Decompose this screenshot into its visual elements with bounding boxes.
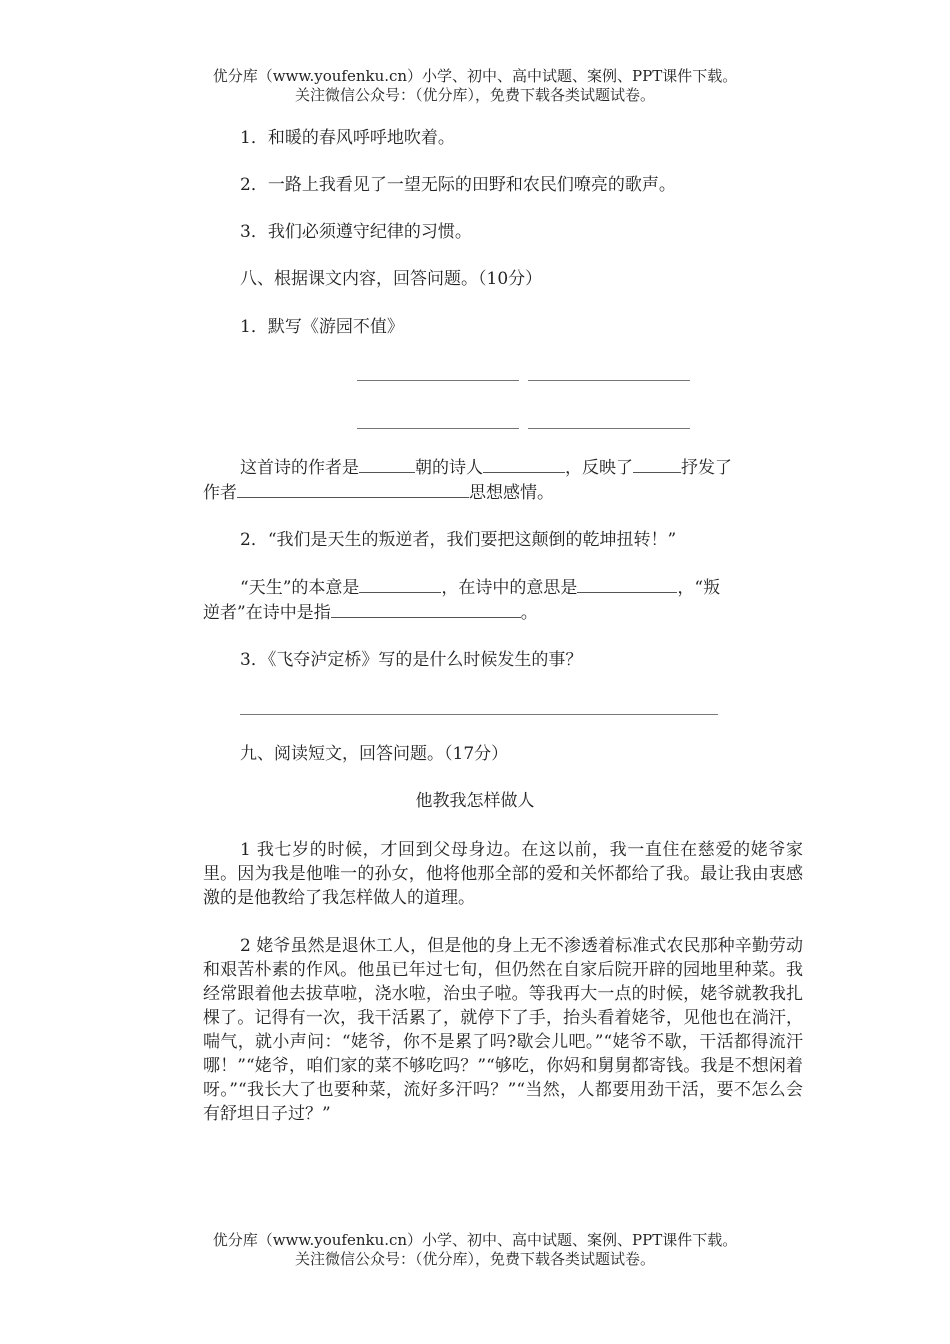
question-2: 2．“我们是天生的叛逆者，我们要把这颠倒的乾坤扭转！” bbox=[240, 530, 677, 550]
fill-blank[interactable] bbox=[359, 456, 415, 473]
sentence-2: 2．一路上我看见了一望无际的田野和农民们嘹亮的歌声。 bbox=[240, 175, 676, 195]
answer-line[interactable] bbox=[240, 714, 718, 715]
fill-text: 朝的诗人 bbox=[415, 458, 483, 478]
fill-text: 抒发了 bbox=[681, 458, 732, 478]
fill-text: 这首诗的作者是 bbox=[240, 458, 359, 478]
passage-title: 他教我怎样做人 bbox=[415, 791, 535, 811]
fill-text: ，反映了 bbox=[565, 458, 633, 478]
answer-line[interactable] bbox=[528, 428, 690, 429]
answer-line[interactable] bbox=[357, 380, 519, 381]
question-2-fill-row-2 bbox=[203, 601, 538, 625]
footer-line-1: 优分库（www.youfenku.cn）小学、初中、高中试题、案例、PPT课件下载。 bbox=[212, 1231, 738, 1249]
sentence-1: 1．和暖的春风呼呼地吹着。 bbox=[240, 128, 455, 148]
section-9-heading: 九、阅读短文，回答问题。（17分） bbox=[240, 744, 509, 764]
fill-text: “天生”的本意是 bbox=[240, 578, 360, 598]
question-1-fill-row-2 bbox=[203, 481, 554, 505]
footer-line-2: 关注微信公众号：（优分库），免费下载各类试题试卷。 bbox=[294, 1250, 655, 1268]
fill-blank[interactable] bbox=[483, 456, 565, 473]
fill-blank[interactable] bbox=[577, 576, 677, 593]
question-1-fill-row-1 bbox=[240, 456, 732, 480]
question-3: 3．《飞夺泸定桥》写的是什么时候发生的事？ bbox=[240, 650, 583, 670]
fill-blank[interactable] bbox=[331, 601, 521, 618]
fill-text: ，在诗中的意思是 bbox=[441, 578, 578, 598]
fill-blank[interactable] bbox=[237, 481, 469, 498]
fill-text: 。 bbox=[520, 603, 538, 623]
question-1: 1．默写《游园不值》 bbox=[240, 317, 404, 337]
fill-text: 作者 bbox=[203, 483, 237, 503]
header-line-1: 优分库（www.youfenku.cn）小学、初中、高中试题、案例、PPT课件下载。 bbox=[212, 67, 738, 85]
sentence-3: 3．我们必须遵守纪律的习惯。 bbox=[240, 222, 472, 242]
passage-paragraph-2: 2 姥爷虽然是退休工人，但是他的身上无不渗透着标准式农民那种辛勤劳动和艰苦朴素的作风。他虽已年过七旬，但仍然在自家后院开辟的园地里种菜。我经常跟着他去拔草啦，浇水啦，治虫子啦。等我再大一点的时候，姥爷就教我扎棵了。记得有一次，我干活累了，就停下了手，抬头看着姥爷，见他也在淌汗，喘气，就小声问：“姥爷，你不是累了吗?歇会儿吧。”“姥爷不歇，干活都得流汗哪！”“姥爷，咱们家的菜不够吃吗？”“够吃，你妈和舅舅都寄钱。我是不想闲着呀。”“我长大了也要种菜，流好多汗吗？”“当然，人都要用劲干活，要不怎么会有舒坦日子过？” bbox=[203, 936, 803, 1124]
fill-text: 逆者”在诗中是指 bbox=[203, 603, 331, 623]
fill-text: ，“叛 bbox=[677, 578, 721, 598]
answer-line[interactable] bbox=[528, 380, 690, 381]
header-line-2: 关注微信公众号：（优分库），免费下载各类试题试卷。 bbox=[294, 86, 655, 104]
question-2-fill-row-1 bbox=[240, 576, 720, 600]
answer-line[interactable] bbox=[357, 428, 519, 429]
fill-blank[interactable] bbox=[359, 576, 441, 593]
section-8-heading: 八、根据课文内容，回答问题。（10分） bbox=[240, 269, 543, 289]
passage-paragraph-1: 1 我七岁的时候，才回到父母身边。在这以前，我一直住在慈爱的姥爷家里。因为我是他唯一的孙女，他将他那全部的爱和关怀都给了我。最让我由衷感激的是他教给了我怎样做人的道理。 bbox=[203, 840, 803, 908]
fill-text: 思想感情。 bbox=[469, 483, 554, 503]
fill-blank[interactable] bbox=[633, 456, 681, 473]
